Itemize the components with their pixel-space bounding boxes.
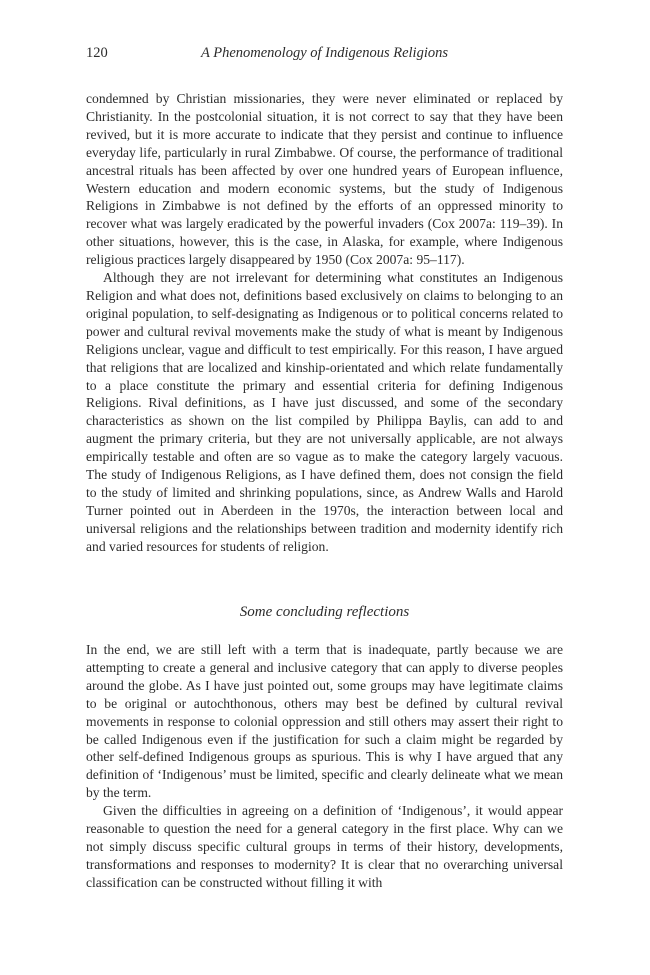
paragraph: condemned by Christian missionaries, they were never eliminated or replaced by Christianity. In the postcolonial situation, it is not correct to say that they have been revived, but it is more accurate to indicate that they persist and continue to influence everyday life, particularly in rural Zimbabwe. Of course, the performance of traditional ancestral rituals has been affected by over one hundred years of European influence, Western education and modern economic systems, but the study of Indigenous Religions in Zimbabwe is not defined by the efforts of an oppressed minority to recover what was largely eradicated by the powerful invaders (Cox 2007a: 119–39). In other situations, however, this is the case, in Alaska, for example, where Indigenous religious practices largely disappeared by 1950 (Cox 2007a: 95–117). [86, 91, 563, 268]
body-text [86, 90, 563, 556]
section-body-text [86, 641, 563, 892]
section-heading: Some concluding reflections [239, 604, 410, 620]
running-title: A Phenomenology of Indigenous Religions [201, 45, 448, 61]
page-number: 120 [86, 45, 108, 61]
paragraph: Given the difficulties in agreeing on a definition of ‘Indigenous’, it would appear reasonable to question the need for a general category in the first place. Why can we not simply discuss specific cultural groups in terms of their history, developments, transformations and responses to modernity? It is clear that no overarching universal classification can be constructed without filling it with [86, 803, 563, 890]
paragraph: In the end, we are still left with a term that is inadequate, partly because we are attempting to create a general and inclusive category that can apply to diverse peoples around the globe. As I have just pointed out, some groups may have legitimate claims to be original or autochthonous, others may best be defined by cultural revival movements in response to colonial oppression and still others may assert their right to be called Indigenous even if the justification for such a claim might be regarded by other self-defined Indigenous groups as spurious. This is why I have argued that any definition of ‘Indigenous’ must be limited, specific and clearly delineate what we mean by the term. [86, 642, 563, 801]
paragraph: Although they are not irrelevant for determining what constitutes an Indigenous Religion and what does not, definitions based exclusively on claims to belonging to an original population, to self-designating as Indigenous or to political concerns related to power and cultural revival movements make the study of what is meant by Indigenous Religions unclear, vague and difficult to test empirically. For this reason, I have argued that religions that are localized and kinship-orientated and which relate fundamentally to a place constitute the primary and essential criteria for defining Indigenous Religions. Rival definitions, as I have just discussed, and some of the secondary characteristics as shown on the list compiled by Philippa Baylis, can add to and augment the primary criteria, but they are not universally applicable, are not always empirically testable and often are so vague as to make the category largely vacuous. The study of Indigenous Religions, as I have defined them, does not consign the field to the study of limited and shrinking populations, since, as Andrew Walls and Harold Turner pointed out in Aberdeen in the 1970s, the interaction between local and universal religions and the relationships between tradition and modernity identify rich and varied resources for students of religion. [86, 270, 563, 554]
page-header [86, 43, 563, 63]
